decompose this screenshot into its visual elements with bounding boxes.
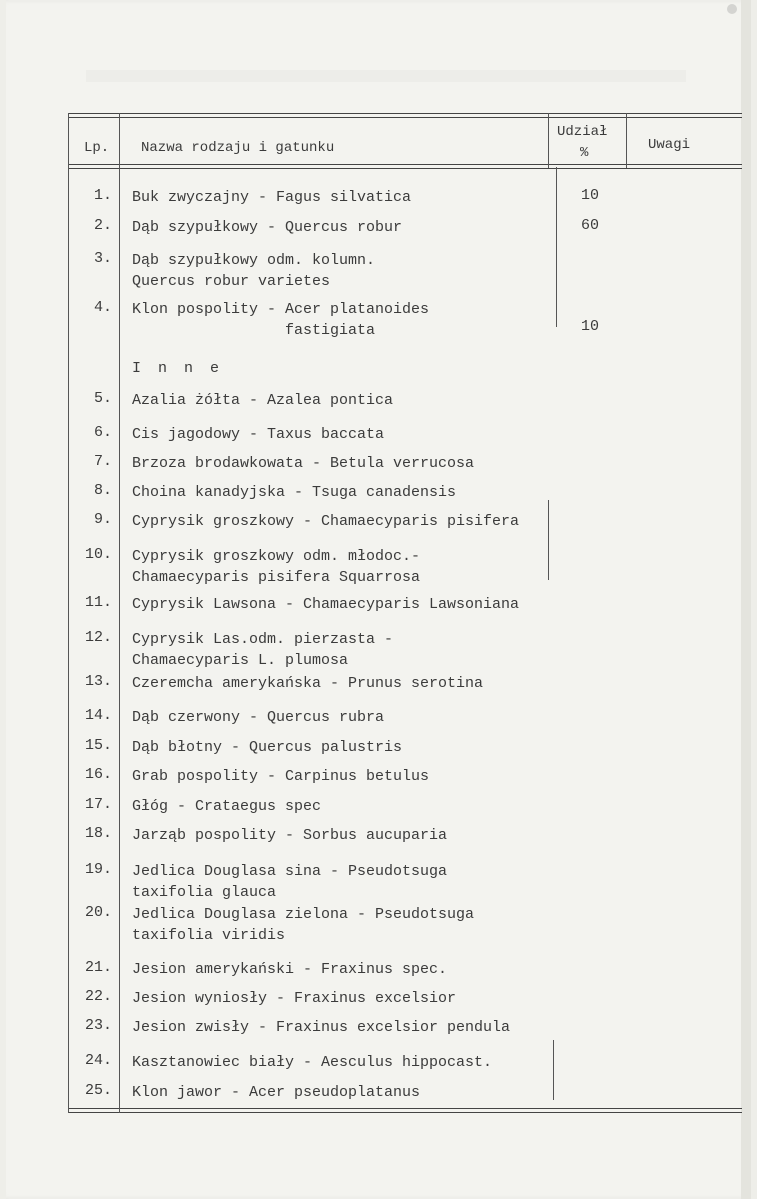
row-number: 10. bbox=[84, 546, 112, 563]
species-name: Grab pospolity - Carpinus betulus bbox=[132, 768, 430, 785]
species-name: Głóg - Crataegus spec bbox=[132, 798, 322, 815]
row-number: 14. bbox=[84, 707, 112, 724]
row-number: 25. bbox=[84, 1082, 112, 1099]
species-name: Jedlica Douglasa sina - Pseudotsuga taxifolia glauca bbox=[132, 863, 448, 901]
species-name: Klon jawor - Acer pseudoplatanus bbox=[132, 1084, 421, 1101]
row-number: 15. bbox=[84, 737, 112, 754]
table-row bbox=[70, 629, 757, 669]
species-name: Azalia żółta - Azalea pontica bbox=[132, 392, 394, 409]
species-name: Jedlica Douglasa zielona - Pseudotsuga taxifolia viridis bbox=[132, 906, 475, 944]
row-number: 6. bbox=[93, 424, 112, 441]
species-name: Dąb szypułkowy - Quercus robur bbox=[132, 219, 403, 236]
column-divider-share bbox=[548, 113, 549, 168]
header-share: Udział bbox=[557, 124, 608, 140]
table-row bbox=[70, 299, 757, 339]
species-name: Cyprysik Las.odm. pierzasta - Chamaecyparis L. plumosa bbox=[132, 631, 394, 669]
table-header-border bbox=[68, 164, 742, 169]
species-name: Dąb czerwony - Quercus rubra bbox=[132, 709, 385, 726]
column-divider-notes bbox=[626, 113, 627, 168]
row-number: 13. bbox=[84, 673, 112, 690]
species-name: Dąb błotny - Quercus palustris bbox=[132, 739, 403, 756]
row-number: 1. bbox=[93, 187, 112, 204]
species-name: Cyprysik groszkowy - Chamaecyparis pisifera bbox=[132, 513, 520, 530]
row-number: 5. bbox=[93, 390, 112, 407]
species-name: Cyprysik Lawsona - Chamaecyparis Lawsoniana bbox=[132, 596, 520, 613]
species-name: Jarząb pospolity - Sorbus aucuparia bbox=[132, 827, 448, 844]
row-number: 24. bbox=[84, 1052, 112, 1069]
header-share-unit: % bbox=[580, 145, 589, 161]
share-percent: 10 bbox=[580, 318, 599, 335]
row-number: 7. bbox=[93, 453, 112, 470]
share-percent: 10 bbox=[580, 187, 599, 204]
table-row bbox=[70, 861, 757, 901]
species-name: Cyprysik groszkowy odm. młodoc.- Chamaecyparis pisifera Squarrosa bbox=[132, 548, 421, 586]
species-name: Kasztanowiec biały - Aesculus hippocast. bbox=[132, 1054, 493, 1071]
row-number: 20. bbox=[84, 904, 112, 921]
table-row bbox=[70, 1082, 757, 1122]
row-number: 2. bbox=[93, 217, 112, 234]
row-number: 18. bbox=[84, 825, 112, 842]
row-number: 4. bbox=[93, 299, 112, 316]
row-number: 3. bbox=[93, 250, 112, 267]
row-number: 19. bbox=[84, 861, 112, 878]
table-row bbox=[70, 904, 757, 944]
species-name: Jesion zwisły - Fraxinus excelsior pendula bbox=[132, 1019, 511, 1036]
species-name: Jesion wyniosły - Fraxinus excelsior bbox=[132, 990, 457, 1007]
row-number: 17. bbox=[84, 796, 112, 813]
row-number: 23. bbox=[84, 1017, 112, 1034]
species-name: Brzoza brodawkowata - Betula verrucosa bbox=[132, 455, 475, 472]
table-row bbox=[70, 825, 757, 865]
table-row bbox=[70, 511, 757, 551]
table-row bbox=[70, 250, 757, 290]
table-left-border bbox=[68, 113, 69, 1113]
table-row bbox=[70, 1017, 757, 1057]
header-notes: Uwagi bbox=[648, 137, 691, 153]
species-name: Buk zwyczajny - Fagus silvatica bbox=[132, 189, 412, 206]
species-name: Cis jagodowy - Taxus baccata bbox=[132, 426, 385, 443]
species-name: Klon pospolity - Acer platanoides fastigiata bbox=[132, 301, 430, 339]
row-number: 11. bbox=[84, 594, 112, 611]
share-percent: 60 bbox=[580, 217, 599, 234]
table-row bbox=[70, 594, 757, 634]
species-name: Choina kanadyjska - Tsuga canadensis bbox=[132, 484, 457, 501]
bleed-through-text bbox=[86, 70, 686, 82]
row-number: 9. bbox=[93, 511, 112, 528]
section-label-other: I n n e bbox=[132, 360, 224, 377]
ink-blot bbox=[727, 4, 737, 14]
table-top-border bbox=[68, 113, 742, 118]
species-name: Czeremcha amerykańska - Prunus serotina bbox=[132, 675, 484, 692]
row-number: 21. bbox=[84, 959, 112, 976]
header-name: Nazwa rodzaju i gatunku bbox=[141, 140, 335, 156]
table-row bbox=[70, 546, 757, 586]
row-number: 16. bbox=[84, 766, 112, 783]
header-lp: Lp. bbox=[84, 140, 110, 156]
row-number: 8. bbox=[93, 482, 112, 499]
species-name: Dąb szypułkowy odm. kolumn. Quercus robur varietes bbox=[132, 252, 376, 290]
row-number: 12. bbox=[84, 629, 112, 646]
species-name: Jesion amerykański - Fraxinus spec. bbox=[132, 961, 448, 978]
row-number: 22. bbox=[84, 988, 112, 1005]
